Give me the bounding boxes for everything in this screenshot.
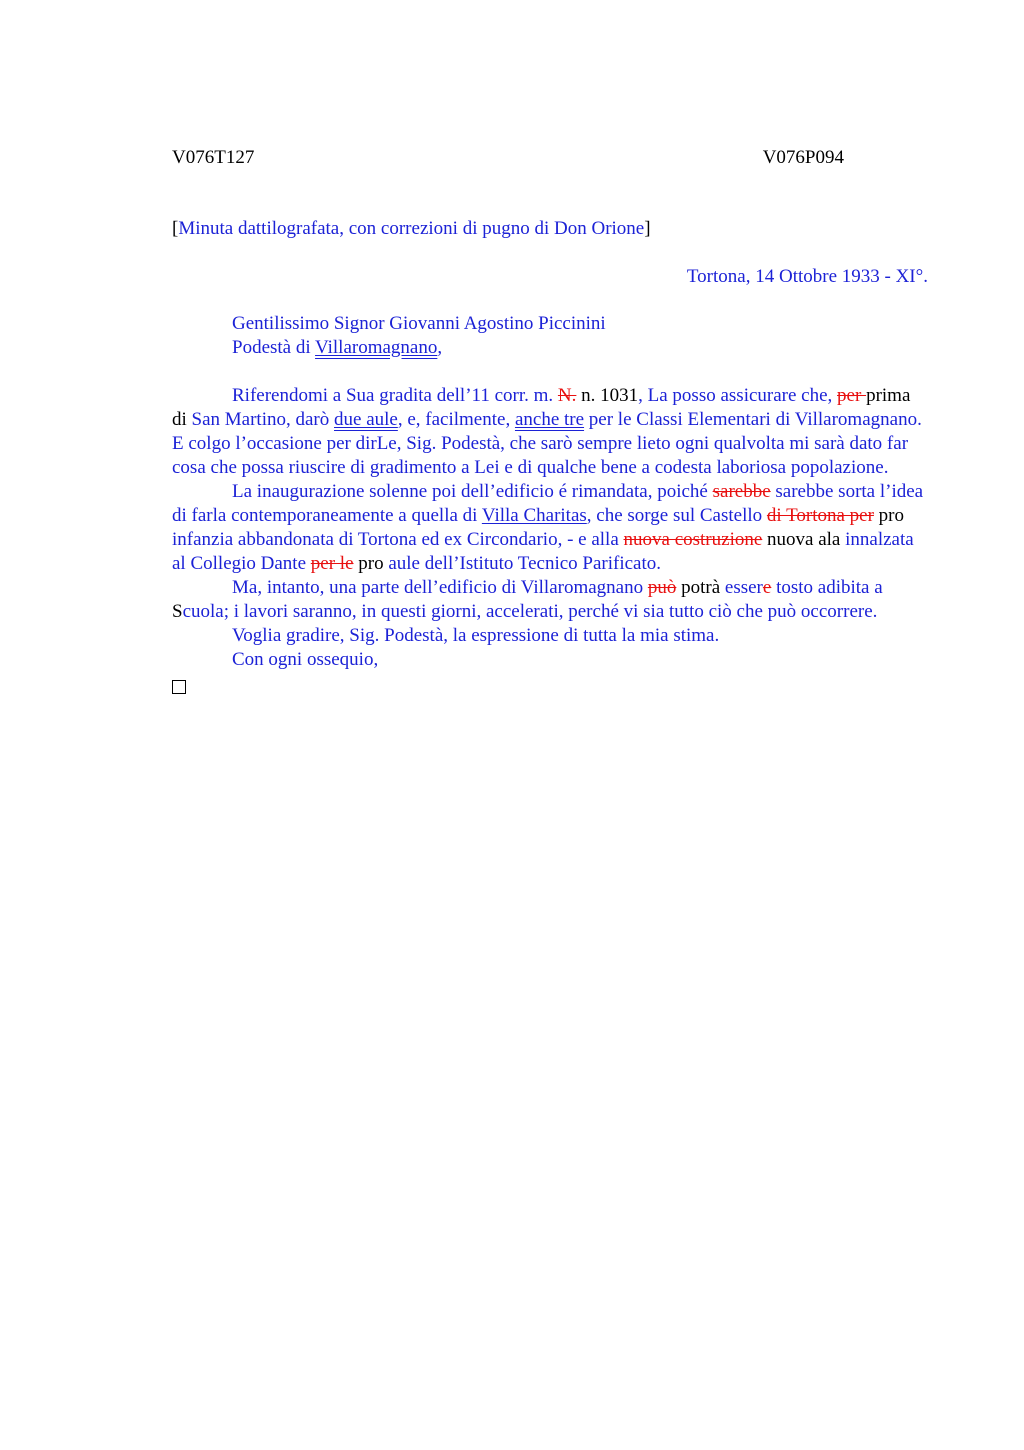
- place-name: Villaromagnano: [315, 337, 438, 358]
- bracket-close: ]: [644, 218, 651, 239]
- volume-page-id: V076P094: [762, 147, 844, 168]
- deleted-text: di Tortona per: [766, 505, 874, 526]
- deleted-text: sarebbe: [712, 481, 771, 502]
- deleted-text: e: [762, 577, 772, 598]
- handwritten-insert: pro: [353, 553, 384, 574]
- letter-date: Tortona, 14 Ottobre 1933 - XI°.: [686, 266, 928, 287]
- addressee-block: [172, 312, 928, 360]
- handwritten-insert: prima di: [172, 385, 911, 430]
- paragraph-2: La inaugurazione solenne poi dell’edificio é rimandata, poiché sarebbe sarebbe sorta l’idea di farla contemporaneamente a quella di Villa Charitas, che sorge sul Castello di Tortona per pro infanzia abbandonata di Tortona ed ex Circondario, - e alla nuova costruzione nuova ala innalzata al Collegio Dante per le pro aule dell’Istituto Tecnico Parificato.: [172, 481, 924, 574]
- square-marker-icon: [172, 680, 186, 694]
- deleted-text: per le: [310, 553, 354, 574]
- closing-block: [172, 624, 928, 672]
- underlined-text: due aule: [334, 409, 398, 430]
- bracket-open: [: [172, 218, 179, 239]
- underlined-text: anche tre: [514, 409, 585, 430]
- addressee-title: Podestà di Villaromagnano,: [232, 337, 443, 358]
- deleted-text: nuova costruzione: [623, 529, 763, 550]
- handwritten-insert: potrà: [676, 577, 721, 598]
- editorial-note: [172, 216, 928, 242]
- paragraph-3: Ma, intanto, una parte dell’edificio di Villaromagnano può potrà essere tosto adibita a Scuola; i lavori saranno, in questi giorni, accelerati, perché vi sia tutto ciò che può occorrere.: [172, 577, 883, 622]
- closing-line-1: Voglia gradire, Sig. Podestà, la espressione di tutta la mia stima.: [232, 625, 720, 646]
- addressee-name: Gentilissimo Signor Giovanni Agostino Piccinini: [232, 313, 606, 334]
- deleted-text: N.: [557, 385, 577, 406]
- handwritten-insert: S: [172, 601, 183, 622]
- closing-line-2: Con ogni ossequio,: [232, 649, 379, 670]
- paragraph-1: Riferendomi a Sua gradita dell’11 corr. m. N. n. 1031, La posso assicurare che, per prima di San Martino, darò due aule, e, facilmente, anche tre per le Classi Elementari di Villaromagnano. E colgo l’occasione per dirLe, Sig. Podestà, che sarò sempre lieto ogni qualvolta mi sarà dato far cosa che possa riuscire di gradimento a Lei e di qualche bene a codesta laboriosa popolazione.: [172, 385, 922, 478]
- underlined-text: Villa Charitas: [481, 505, 587, 526]
- document-ids: [172, 145, 844, 171]
- note-text: Minuta dattilografata, con correzioni di pugno di Don Orione: [178, 218, 645, 239]
- volume-text-id: V076T127: [172, 147, 255, 168]
- handwritten-insert: pro: [873, 505, 904, 526]
- deleted-text: può: [647, 577, 677, 598]
- handwritten-insert: nuova ala: [762, 529, 841, 550]
- document-page: [172, 145, 928, 701]
- deleted-text: per: [837, 385, 867, 406]
- letter-body: [172, 384, 928, 701]
